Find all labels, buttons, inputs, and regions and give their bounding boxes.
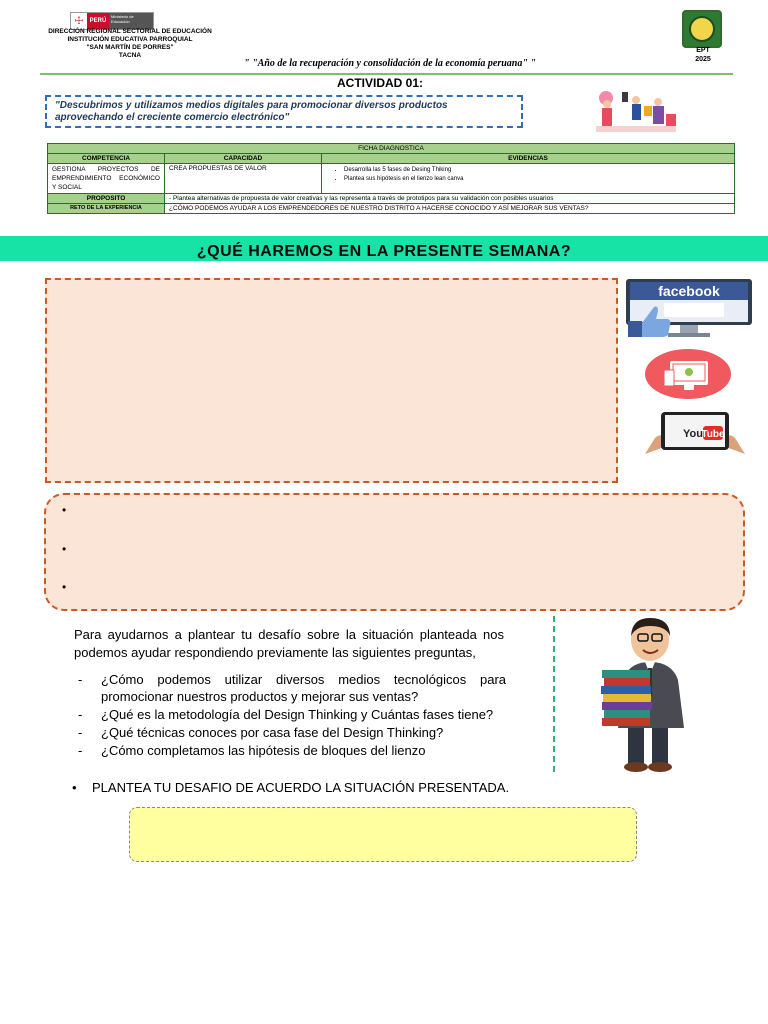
section-divider	[553, 616, 555, 772]
goal-bullet: •	[62, 503, 67, 517]
header-capacidad: CAPACIDAD	[165, 154, 322, 164]
year-motto: " "Año de la recuperación y consolidación de la economía peruana" "	[244, 58, 536, 69]
teacher-with-books-illustration	[598, 618, 693, 773]
facebook-logo-text: facebook	[658, 283, 720, 299]
answer-area[interactable]	[45, 278, 618, 483]
ecommerce-people-illustration	[592, 86, 680, 136]
guide-questions	[74, 671, 506, 760]
capacidad-cell: CREA PROPUESTAS DE VALOR	[165, 164, 322, 194]
week-banner	[0, 236, 768, 261]
guide-question: - ¿Qué es la metodología del Design Thinking y Cuántas fases tiene?	[74, 706, 506, 723]
goal-bullet: •	[62, 580, 67, 594]
ministry-label: Ministerio de Educación	[109, 13, 153, 29]
task-bullet: •	[72, 780, 77, 795]
peru-shield-icon: ☩	[71, 13, 87, 29]
ept-badge-text	[682, 46, 724, 64]
evidence-item: • Plantea sus hipótesis en el lienzo lean canva	[344, 176, 730, 182]
guide-intro: Para ayudarnos a plantear tu desafío sobre la situación planteada nos podemos ayudar respondiendo previamente las siguientes preguntas,	[74, 627, 504, 660]
youtube-tablet-illustration	[645, 410, 745, 454]
evidence-item: • Desarrolla las 5 fases de Desing Thiking	[344, 167, 730, 173]
institution-line: "SAN MARTÍN DE PORRES"	[86, 44, 174, 51]
header-competencia: COMPETENCIA	[48, 154, 165, 164]
evidencias-cell	[322, 164, 735, 194]
competencia-cell: GESTIONA PROYECTOS DE EMPRENDIMIENTO ECONÓMICO Y SOCIAL	[48, 164, 165, 194]
peru-flag-label: PERÚ	[87, 13, 109, 29]
institution-line: TACNA	[118, 52, 142, 59]
goal-bullet: •	[62, 542, 67, 556]
weekly-goals-box[interactable]	[44, 493, 745, 611]
activity-purpose: "Descubrimos y utilizamos medios digitales para promocionar diversos productos aprovechando el creciente comercio electrónico"	[45, 95, 523, 128]
diagnostic-table	[47, 143, 735, 214]
challenge-input-box[interactable]	[129, 807, 637, 862]
institution-line: DIRECCIÓN REGIONAL SECTORIAL DE EDUCACIÓN	[48, 28, 212, 35]
task-text: PLANTEA TU DESAFIO DE ACUERDO LA SITUACIÓN PRESENTADA.	[92, 780, 510, 795]
guide-question: - ¿Cómo completamos las hipótesis de bloques del lienzo	[74, 742, 506, 759]
institution-header	[40, 28, 220, 60]
task-instruction	[72, 780, 509, 795]
ept-label: EPT	[696, 47, 710, 54]
facebook-like-illustration	[624, 279, 754, 339]
proposito-label: PROPOSITO	[48, 194, 165, 204]
digital-media-icon	[644, 348, 732, 400]
ficha-title: FICHA DIAGNOSTICA	[48, 144, 735, 154]
header-evidencias: EVIDENCIAS	[322, 154, 735, 164]
institution-line: INSTITUCIÓN EDUCATIVA PARROQUIAL	[67, 36, 193, 43]
ept-year: 2025	[695, 56, 711, 63]
youtube-logo-text: You	[683, 428, 703, 440]
guide-question: - ¿Cómo podemos utilizar diversos medios tecnológicos para promocionar nuestros productos y mejorar sus ventas?	[74, 671, 506, 705]
header-divider	[40, 73, 733, 75]
reto-cell: ¿CÓMO PODEMOS AYUDAR A LOS EMPRENDEDORES DE NUESTRO DISTRITO A HACERSE CONOCIDO Y ASÍ MEJORAR SUS VENTAS?	[165, 204, 735, 214]
school-crest-icon	[682, 10, 722, 48]
reto-label: RETO DE LA EXPERIENCIA	[48, 204, 165, 214]
activity-title: ACTIVIDAD 01:	[336, 76, 423, 90]
proposito-cell: - Plantea alternativas de propuesta de valor creativas y las representa a través de prototipos para su validación con posibles usuarios	[165, 194, 735, 204]
guide-question: - ¿Qué técnicas conoces por casa fase del Design Thinking?	[74, 724, 506, 741]
week-banner-text: ¿QUÉ HAREMOS EN LA PRESENTE SEMANA?	[196, 243, 572, 260]
youtube-tube-text: Tube	[701, 429, 725, 440]
